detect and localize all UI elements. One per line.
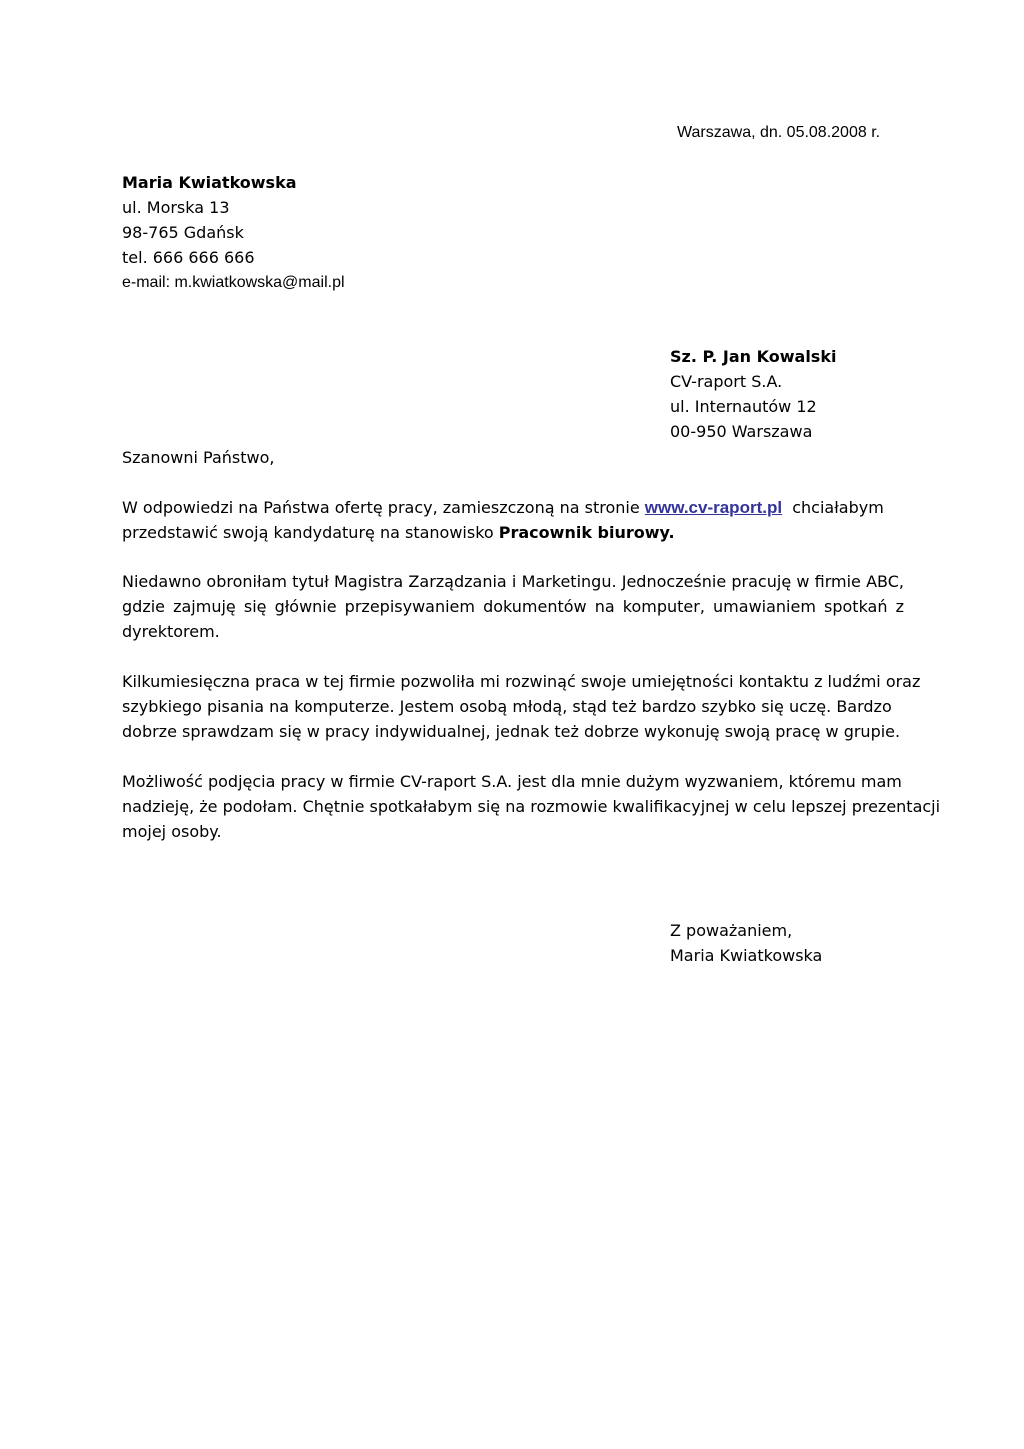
paragraph-line: nadzieję, że podołam. Chętnie spotkałabym się na rozmowie kwalifikacyjnej w celu lepszej prezentacji [122,797,941,816]
paragraph-education [122,569,904,644]
recipient-company: CV-raport S.A. [670,372,783,391]
sender-block [122,170,345,295]
sender-street: ul. Morska 13 [122,198,230,217]
sender-name: Maria Kwiatkowska [122,173,297,192]
sender-email-line [122,270,345,295]
recipient-name: Sz. P. Jan Kowalski [670,347,837,366]
sender-phone: tel. 666 666 666 [122,248,255,267]
paragraph-line: dobrze sprawdzam się w pracy indywidualnej, jednak też dobrze wykonuję swoją pracę w grupie. [122,722,901,741]
recipient-block [670,344,836,444]
paragraph-experience [122,669,921,744]
paragraph-line: Kilkumiesięczna praca w tej firmie pozwoliła mi rozwinąć swoje umiejętności kontaktu z ludźmi oraz [122,672,921,691]
job-position: Pracownik biurowy. [498,523,675,542]
paragraph-line: Niedawno obroniłam tytuł Magistra Zarządzania i Marketingu. Jednocześnie pracuję w firmie ABC, [122,572,904,591]
sender-city: 98-765 Gdańsk [122,223,244,242]
paragraph-intro-line-1 [122,495,904,520]
paragraph-line: gdzie zajmuję się głównie przepisywaniem dokumentów na komputer, umawianiem spotkań z [122,597,904,616]
paragraph-intro-line-2 [122,520,904,545]
website-link[interactable]: www.cv-raport.pl [644,498,783,517]
paragraph-intro [122,495,904,545]
intro-text-before-link: W odpowiedzi na Państwa ofertę pracy, zamieszczoną na stronie [122,498,645,517]
intro-text-after-link: chciałabym [782,498,884,517]
closing-phrase: Z poważaniem, [670,921,793,940]
intro-line-2-text: przedstawić swoją kandydaturę na stanowisko [122,523,499,542]
paragraph-line: dyrektorem. [122,622,220,641]
signature: Maria Kwiatkowska [670,946,823,965]
sender-email[interactable]: m.kwiatkowska@mail.pl [174,274,345,291]
greeting: Szanowni Państwo, [122,448,275,467]
recipient-street: ul. Internautów 12 [670,397,817,416]
paragraph-line: szybkiego pisania na komputerze. Jestem osobą młodą, stąd też bardzo szybko się uczę. Bardzo [122,697,892,716]
recipient-city: 00-950 Warszawa [670,422,813,441]
paragraph-line: mojej osoby. [122,822,222,841]
paragraph-line: Możliwość podjęcia pracy w firmie CV-raport S.A. jest dla mnie dużym wyzwaniem, któremu mam [122,772,902,791]
sender-email-label: e-mail: [122,274,171,291]
letter-date: Warszawa, dn. 05.08.2008 r. [677,124,881,141]
closing-block [670,918,822,968]
paragraph-motivation [122,769,941,844]
